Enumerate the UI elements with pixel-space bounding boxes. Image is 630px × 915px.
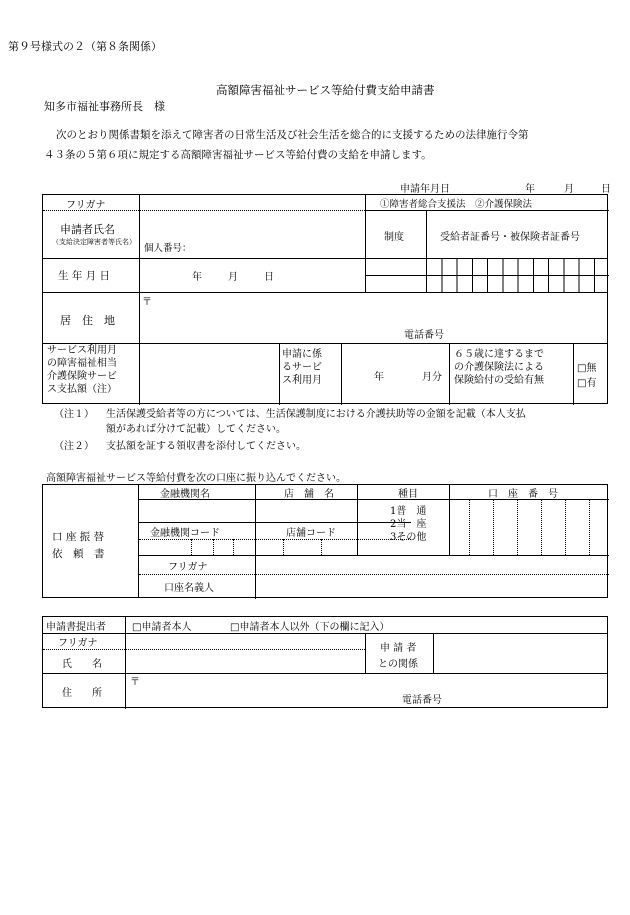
postal-mark: 〒: [142, 297, 152, 308]
account-number-label: 口 座 番 号: [488, 489, 558, 500]
addressee: 知多市福祉事務所長 様: [44, 100, 165, 113]
service-payment-label: サービス利用月 の障害福祉相当 介護保険サービ ス支払額（注）: [47, 345, 117, 395]
address-label: 居 住 地: [60, 314, 115, 327]
institution-name-label: 金融機関名: [160, 489, 210, 500]
intro-line-1: 次のとおり関係書類を添えて障害者の日常生活及び社会生活を総合的に支援するための法律施行令第: [56, 129, 529, 141]
application-year: 年: [525, 184, 535, 195]
phone-label: 電話番号: [404, 330, 444, 341]
birth-month: 月: [228, 272, 238, 283]
account-type-label: 種目: [398, 489, 418, 500]
transfer-label-line1: 口 座 振 替: [52, 531, 105, 543]
submitter-self-checkbox[interactable]: □申請者本人: [132, 622, 192, 633]
service-year: 年: [374, 372, 384, 383]
birth-day: 日: [264, 272, 274, 283]
bank-intro: 高額障害福祉サービス等給付費を次の口座に振り込んでください。: [46, 473, 346, 484]
branch-name-label: 店 舗 名: [284, 489, 334, 500]
applicant-name-sub: （支給決定障害者等氏名）: [52, 238, 136, 246]
note2-label: （注２）: [54, 441, 94, 452]
application-month: 月: [564, 184, 574, 195]
birth-label: 生 年 月 日: [58, 270, 111, 282]
law-options: ①障害者総合支援法 ②介護保険法: [380, 199, 533, 210]
submitter-other-checkbox[interactable]: □申請者本人以外（下の欄に記入）: [230, 622, 390, 633]
submitter-label: 申請書提出者: [46, 622, 106, 633]
certificate-number-label: 受給者証番号・被保険者証番号: [440, 232, 580, 243]
personal-number-label: 個人番号：: [144, 243, 192, 254]
option-yes-checkbox[interactable]: □有: [577, 378, 597, 389]
institution-code-label: 金融機関コード: [150, 528, 220, 539]
birth-year: 年: [192, 272, 202, 283]
note2-text: 支払額を証する領収書を添付してください。: [106, 441, 306, 452]
service-month-label: 申請に係 るサービ ス利用月: [282, 349, 322, 386]
submitter-phone-label: 電話番号: [402, 695, 442, 706]
page-title: 高額障害福祉サービス等給付費支給申請書: [216, 83, 435, 97]
application-day: 日: [601, 184, 611, 195]
age65-label: ６５歳に達するまで の介護保険法による 保険給付の受給有無: [454, 349, 544, 386]
branch-code-label: 店舗コード: [286, 528, 336, 539]
account-type-options: 1普 通 2当 座 3その他: [390, 506, 427, 543]
applicant-name-label: 申請者氏名: [60, 223, 115, 236]
note1-line1: 生活保護受給者等の方については、生活保護制度における介護扶助等の金額を記載（本人支払: [106, 409, 526, 420]
relation-line2: との関係: [378, 659, 418, 670]
submitter-address-label: 住 所: [62, 688, 102, 699]
form-number: 第９号様式の２（第８条関係）: [8, 40, 162, 53]
system-label: 制度: [384, 232, 404, 243]
bank-table: [42, 484, 608, 598]
furigana-label: フリガナ: [66, 200, 106, 211]
service-month-part: 月分: [422, 372, 442, 383]
bank-furigana-label: フリガナ: [168, 562, 208, 573]
intro-line-2: ４３条の５第６項に規定する高額障害福祉サービス等給付費の支給を申請します。: [44, 149, 432, 161]
note1-line2: 額があれば分けて記載）してください。: [106, 424, 286, 435]
note1-label: （注１）: [54, 409, 94, 420]
account-holder-label: 口座名義人: [164, 583, 214, 594]
relation-line1: 申 請 者: [380, 643, 417, 654]
transfer-label-line2: 依 頼 書: [52, 548, 105, 560]
submitter-furigana-label: フリガナ: [58, 638, 98, 649]
application-date-label: 申請年月日: [400, 184, 450, 195]
submitter-name-label: 氏 名: [62, 659, 102, 670]
submitter-postal-mark: 〒: [130, 677, 140, 688]
option-none-checkbox[interactable]: □無: [577, 363, 597, 374]
